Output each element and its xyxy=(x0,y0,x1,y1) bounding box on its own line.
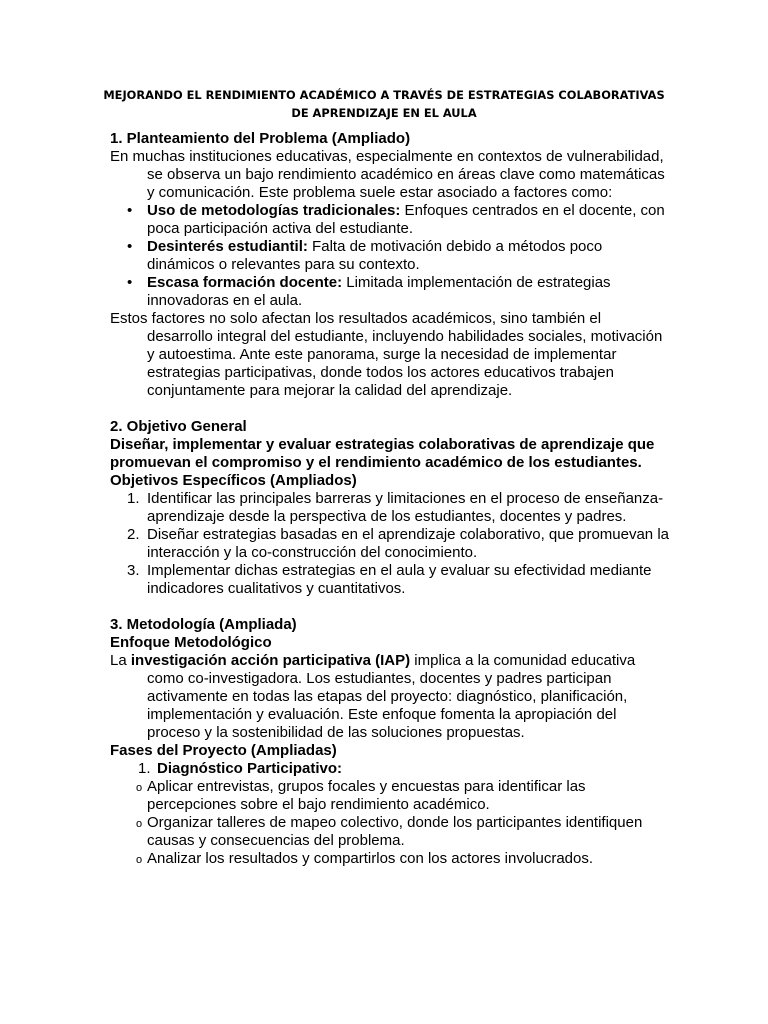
item-number: 2. xyxy=(127,526,140,543)
factor-text: Enfoques centrados en el docente, con poca participación activa del estudiante. xyxy=(147,202,665,237)
bullet-icon: • xyxy=(127,274,133,291)
item-text: Diseñar estrategias basadas en el aprendizaje colaborativo, que promuevan la interacción y la co-construcción del conocimiento. xyxy=(147,526,669,561)
list-item xyxy=(110,526,670,562)
list-item xyxy=(110,202,670,238)
phases-heading: Fases del Proyecto (Ampliadas) xyxy=(110,742,337,759)
phase-label: Diagnóstico Participativo: xyxy=(157,760,343,777)
factor-label: Desinterés estudiantil: xyxy=(147,238,308,255)
list-item xyxy=(110,562,670,598)
section-1-closing: Estos factores no solo afectan los resultados académicos, sino también el desarrollo integral del estudiante, incluyendo habilidades sociales, motivación y autoestima. Ante este panorama, surge la necesidad de implementar estrategias participativas, donde todos los actores educativos trabajen conjuntamente para mejorar la calidad del aprendizaje. xyxy=(110,310,663,399)
document-title: MEJORANDO EL RENDIMIENTO ACADÉMICO A TRAVÉS DE ESTRATEGIAS COLABORATIVAS DE APRENDIZAJE EN EL AULA xyxy=(103,88,665,120)
item-text: Implementar dichas estrategias en el aula y evaluar su efectividad mediante indicadores cualitativos y cuantitativos. xyxy=(147,562,652,597)
factor-text: Falta de motivación debido a métodos poco dinámicos o relevantes para su contexto. xyxy=(147,238,603,273)
document-body xyxy=(110,130,670,868)
approach-prefix: La xyxy=(110,652,131,669)
approach-paragraph xyxy=(110,652,670,742)
item-text: Aplicar entrevistas, grupos focales y encuestas para identificar las percepciones sobre el bajo rendimiento académico. xyxy=(147,778,586,813)
general-objective: Diseñar, implementar y evaluar estrategias colaborativas de aprendizaje que promuevan el compromiso y el rendimiento académico de los estudiantes. xyxy=(110,436,655,471)
list-item xyxy=(110,490,670,526)
specific-objectives-heading: Objetivos Específicos (Ampliados) xyxy=(110,472,357,489)
problem-factors-list xyxy=(110,202,670,310)
item-number: 1. xyxy=(127,490,140,507)
item-text: Organizar talleres de mapeo colectivo, donde los participantes identifiquen causas y consecuencias del problema. xyxy=(147,814,643,849)
section-1-intro: En muchas instituciones educativas, especialmente en contextos de vulnerabilidad, se observa un bajo rendimiento académico en áreas clave como matemáticas y comunicación. Este problema suele estar asociado a factores como: xyxy=(110,148,665,201)
phase-1-list xyxy=(110,778,670,868)
circle-bullet-icon: o xyxy=(136,854,143,866)
factor-label: Uso de metodologías tradicionales: xyxy=(147,202,401,219)
circle-bullet-icon: o xyxy=(136,818,143,830)
phase-number: 1. xyxy=(138,760,151,777)
list-item xyxy=(110,274,670,310)
approach-text: implica a la comunidad educativa como co-investigadora. Los estudiantes, docentes y padres participan activamente en todas las etapas del proyecto: diagnóstico, planificación, implementación y evaluación. Este enfoque fomenta la apropiación del proceso y la sostenibilidad de las soluciones propuestas. xyxy=(147,652,636,741)
list-item xyxy=(110,778,670,814)
approach-term: investigación acción participativa (IAP) xyxy=(130,652,411,669)
specific-objectives-list xyxy=(110,490,670,598)
list-item xyxy=(110,850,670,868)
item-text: Identificar las principales barreras y limitaciones en el proceso de enseñanza-aprendizaje desde la perspectiva de los estudiantes, docentes y padres. xyxy=(147,490,664,525)
spacer xyxy=(110,400,670,418)
section-1-heading: 1. Planteamiento del Problema (Ampliado) xyxy=(110,130,411,147)
factor-text: Limitada implementación de estrategias innovadoras en el aula. xyxy=(147,274,611,309)
item-number: 3. xyxy=(127,562,140,579)
bullet-icon: • xyxy=(127,238,133,255)
spacer xyxy=(110,598,670,616)
item-text: Analizar los resultados y compartirlos con los actores involucrados. xyxy=(147,850,594,867)
list-item xyxy=(110,814,670,850)
list-item xyxy=(110,238,670,274)
bullet-icon: • xyxy=(127,202,133,219)
approach-heading: Enfoque Metodológico xyxy=(110,634,272,651)
circle-bullet-icon: o xyxy=(136,782,143,794)
phase-1-heading xyxy=(110,760,670,778)
factor-label: Escasa formación docente: xyxy=(147,274,343,291)
section-3-heading: 3. Metodología (Ampliada) xyxy=(110,616,297,633)
section-2-heading: 2. Objetivo General xyxy=(110,418,247,435)
